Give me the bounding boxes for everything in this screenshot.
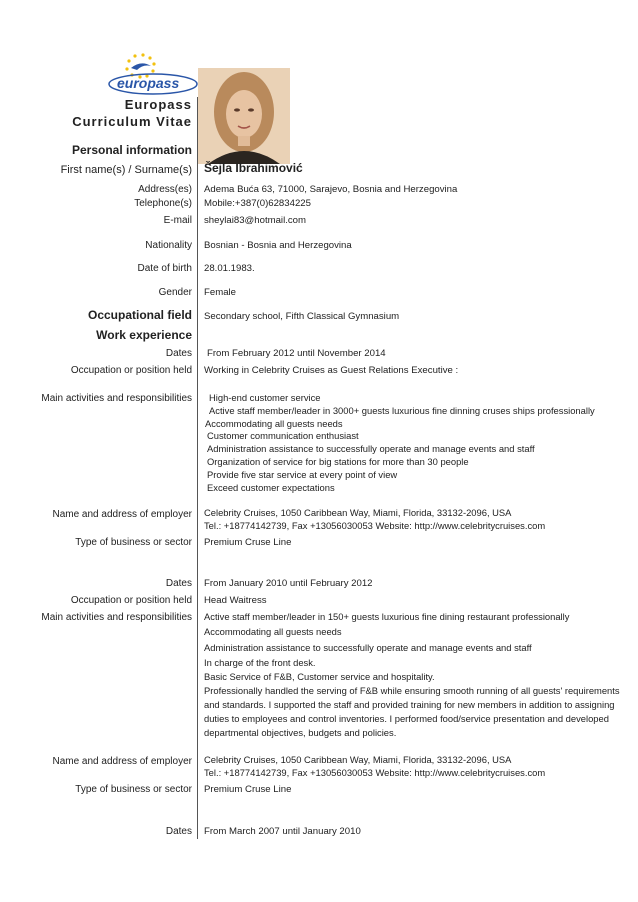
section-personal-information: Personal information xyxy=(71,143,192,157)
nationality-value: Bosnian - Bosnia and Herzegovina xyxy=(204,240,352,251)
activity-item: Exceed customer expectations xyxy=(207,481,335,493)
job1-activities-label: Main activities and responsibilities xyxy=(41,393,192,404)
full-name: Šejla Ibrahimović xyxy=(204,161,303,175)
job2-occupation: Head Waitress xyxy=(204,595,267,606)
job2-activities xyxy=(204,610,620,740)
job1-business: Premium Cruse Line xyxy=(204,537,292,548)
telephone-value: Mobile:+387(0)62834225 xyxy=(204,198,311,209)
activity-item: Active staff member/leader in 3000+ guests luxurious fine dinning cruses ships professionally xyxy=(209,404,595,416)
job1-activities xyxy=(204,392,595,494)
job2-activities-label: Main activities and responsibilities xyxy=(41,612,192,623)
activity-item: Organization of service for big stations for more than 30 people xyxy=(207,455,469,467)
nationality-label: Nationality xyxy=(145,240,192,251)
activity-item: Provide five star service at every point of view xyxy=(207,468,398,480)
section-work-experience: Work experience xyxy=(96,328,192,342)
job2-employer xyxy=(204,754,545,780)
activity-item: departmental objectives, budgets and policies. xyxy=(204,727,397,738)
occupational-field-value: Secondary school, Fifth Classical Gymnasium xyxy=(204,311,400,322)
job1-dates: From February 2012 until November 2014 xyxy=(207,348,386,359)
job2-dates: From January 2010 until February 2012 xyxy=(204,578,373,589)
email-value: sheylai83@hotmail.com xyxy=(204,215,306,226)
job1-dates-label: Dates xyxy=(165,348,192,359)
activity-item: In charge of the front desk. xyxy=(204,657,316,668)
europass-logo xyxy=(107,50,199,96)
employer-line: Tel.: +18774142739, Fax +13056030053 Website: http://www.celebritycruises.com xyxy=(204,766,546,778)
job2-employer-label: Name and address of employer xyxy=(52,756,192,767)
gender-label: Gender xyxy=(158,287,192,298)
activity-item: Active staff member/leader in 150+ guests luxurious fine dining restaurant professionally xyxy=(204,611,570,622)
activity-item: Accommodating all guests needs xyxy=(205,417,343,429)
job3-dates-label: Dates xyxy=(165,826,192,837)
job2-dates-label: Dates xyxy=(165,578,192,589)
activity-item: Administration assistance to successfully operate and manage events and staff xyxy=(204,642,532,653)
job2-occupation-label: Occupation or position held xyxy=(70,595,192,606)
activity-item: Basic Service of F&B, Customer service and hospitality. xyxy=(204,671,435,682)
occupational-field-label: Occupational field xyxy=(87,308,192,322)
job1-employer xyxy=(204,507,545,533)
address-label: Address(es) xyxy=(138,184,192,195)
cv-title-curriculum-vitae: Curriculum Vitae xyxy=(72,114,192,129)
profile-photo xyxy=(198,68,290,164)
activity-item: duties to employees and control inventories. I performed food/service presentation and developed xyxy=(204,713,609,724)
employer-line: Celebrity Cruises, 1050 Caribbean Way, Miami, Florida, 33132-2096, USA xyxy=(204,754,512,765)
gender-value: Female xyxy=(204,287,236,298)
activity-item: Administration assistance to successfully operate and manage events and staff xyxy=(207,443,535,455)
activity-item: Professionally handled the serving of F&B while ensuring smooth running of all guests' requirements xyxy=(204,685,620,696)
employer-line: Celebrity Cruises, 1050 Caribbean Way, Miami, Florida, 33132-2096, USA xyxy=(204,507,512,518)
job1-employer-label: Name and address of employer xyxy=(52,509,192,520)
telephone-label: Telephone(s) xyxy=(134,198,192,209)
job2-business: Premium Cruse Line xyxy=(204,784,292,795)
dob-label: Date of birth xyxy=(137,263,192,274)
email-label: E-mail xyxy=(163,215,192,226)
employer-line: Tel.: +18774142739, Fax +13056030053 Website: http://www.celebritycruises.com xyxy=(204,519,546,531)
address-value: Adema Buća 63, 71000, Sarajevo, Bosnia and Herzegovina xyxy=(204,184,458,195)
name-label: First name(s) / Surname(s) xyxy=(60,164,192,176)
job1-business-label: Type of business or sector xyxy=(75,537,192,548)
job1-occupation: Working in Celebrity Cruises as Guest Relations Executive : xyxy=(204,365,459,376)
svg-text:europass: europass xyxy=(117,75,180,91)
activity-item: High-end customer service xyxy=(209,392,321,403)
column-divider xyxy=(197,97,198,839)
activity-item: Accommodating all guests needs xyxy=(204,626,342,637)
job2-business-label: Type of business or sector xyxy=(75,784,192,795)
job3-dates: From March 2007 until January 2010 xyxy=(204,826,361,837)
cv-title-europass: Europass xyxy=(124,97,192,112)
activity-item: Customer communication enthusiast xyxy=(207,430,359,442)
job1-occupation-label: Occupation or position held xyxy=(70,365,192,376)
activity-item: and standards. I supported the staff and provided training for new members in addition to assigning xyxy=(204,699,615,710)
dob-value: 28.01.1983. xyxy=(204,263,255,274)
